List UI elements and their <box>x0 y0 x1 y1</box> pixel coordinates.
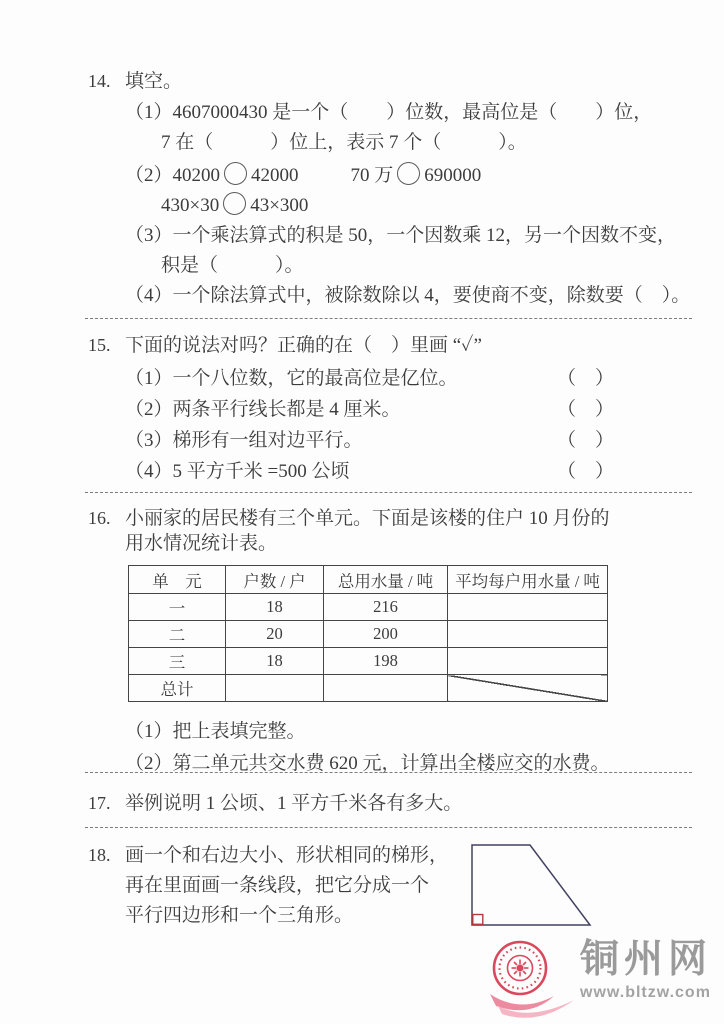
unit-cell: 一 <box>129 594 226 621</box>
unit-cell: 二 <box>129 621 226 648</box>
q14-item1-line1: （1）4607000430 是一个（ ）位数，最高位是（ ）位， <box>125 102 653 123</box>
true-false-row <box>125 456 614 487</box>
water-usage-table <box>128 565 608 702</box>
section-divider <box>85 492 692 493</box>
question-14-items <box>125 98 702 311</box>
crossed-out-cell <box>448 675 608 702</box>
statement: （3）梯形有一组对边平行。 <box>125 430 363 451</box>
q14-item2-right-a: 70 万 <box>350 165 394 186</box>
question-number: 14. <box>88 71 111 91</box>
section-divider <box>85 772 692 773</box>
total-water-cell: 198 <box>324 648 448 675</box>
site-name: 铜州网 <box>580 938 713 981</box>
question-15-title <box>88 330 614 357</box>
q14-item2-line2 <box>161 191 702 221</box>
households-cell: 18 <box>226 648 324 675</box>
column-header: 单 元 <box>129 566 226 594</box>
question-number: 15. <box>88 335 111 355</box>
question-15 <box>88 330 614 487</box>
question-18-line3: 平行四边形和一个三角形。 <box>125 905 354 926</box>
comparison-circle <box>223 192 246 215</box>
q14-item4: （4）一个除法算式中，被除数除以 4，要使商不变，除数要（ ）。 <box>125 285 691 306</box>
q14-item2-line1 <box>125 161 702 191</box>
total-water-cell: 216 <box>324 594 448 621</box>
q14-item3-line1: （3）一个乘法算式的积是 50，一个因数乘 12，另一个因数不变， <box>125 225 677 246</box>
comparison-circle <box>397 162 420 185</box>
table-row <box>129 594 608 621</box>
section-divider <box>85 827 692 828</box>
table-header-row <box>129 566 608 594</box>
households-cell: 18 <box>226 594 324 621</box>
q14-item2c-left: 430×30 <box>161 195 220 216</box>
column-header: 总用水量 / 吨 <box>324 566 448 594</box>
unit-cell: 总计 <box>129 675 226 702</box>
households-cell <box>226 675 324 702</box>
true-false-row <box>125 363 614 394</box>
trapezoid-figure <box>468 838 596 935</box>
q14-item2-left-a: （2）40200 <box>125 165 221 186</box>
question-17-title <box>88 788 702 815</box>
intro-line-2: 用水情况统计表。 <box>125 533 278 554</box>
question-title: 举例说明 1 公顷、1 平方千米各有多大。 <box>125 793 463 814</box>
q14-item2-left-b: 42000 <box>251 165 299 186</box>
question-16-title <box>88 503 702 530</box>
comparison-circle <box>224 162 247 185</box>
question-number: 17. <box>88 793 111 813</box>
question-text: 画一个和右边大小、形状相同的梯形， <box>125 845 449 866</box>
question-number: 16. <box>88 508 111 528</box>
site-url: www.bltzw.com <box>580 984 711 1001</box>
q14-item1-line2: 7 在（ ）位上，表示 7 个（ ）。 <box>161 132 527 153</box>
q14-item2c-right: 43×300 <box>250 195 309 216</box>
avg-water-cell <box>448 648 608 675</box>
statement: （2）两条平行线长都是 4 厘米。 <box>125 399 401 420</box>
question-title: 下面的说法对吗？正确的在（ ）里画 “✓” <box>125 335 482 356</box>
right-angle-mark <box>473 915 483 925</box>
total-water-cell: 200 <box>324 621 448 648</box>
trapezoid-outline <box>472 845 590 925</box>
watermark <box>486 938 718 1020</box>
question-14 <box>88 66 702 311</box>
answer-blank: （ ） <box>556 430 614 451</box>
table-row <box>129 621 608 648</box>
q14-item2-right-b: 690000 <box>424 165 482 186</box>
question-title: 填空。 <box>125 71 183 92</box>
question-18-line1 <box>88 841 488 871</box>
column-header: 户数 / 户 <box>226 566 324 594</box>
question-15-items <box>125 363 614 487</box>
answer-blank: （ ） <box>556 368 614 389</box>
total-water-cell <box>324 675 448 702</box>
question-number: 18. <box>88 845 111 865</box>
seal-logo-icon <box>486 938 578 1020</box>
q16-sub2: （2）第二单元共交水费 620 元，计算出全楼应交的水费。 <box>125 753 610 774</box>
avg-water-cell <box>448 621 608 648</box>
households-cell: 20 <box>226 621 324 648</box>
table-row <box>129 648 608 675</box>
avg-water-cell <box>448 594 608 621</box>
answer-blank: （ ） <box>556 461 614 482</box>
statement: （1）一个八位数，它的最高位是亿位。 <box>125 368 458 389</box>
question-16 <box>88 503 702 780</box>
true-false-row <box>125 394 614 425</box>
section-divider <box>85 318 692 319</box>
trapezoid-svg <box>468 838 596 930</box>
true-false-row <box>125 425 614 456</box>
column-header: 平均每户用水量 / 吨 <box>448 566 608 594</box>
question-14-title <box>88 66 702 93</box>
intro-line-1: 小丽家的居民楼有三个单元。下面是该楼的住户 10 月份的 <box>125 508 610 529</box>
question-18 <box>88 841 488 931</box>
unit-cell: 三 <box>129 648 226 675</box>
q14-item3-line2: 积是（ ）。 <box>161 255 304 276</box>
question-17 <box>88 788 702 815</box>
q16-sub1: （1）把上表填完整。 <box>125 721 306 742</box>
statement: （4）5 平方千米 =500 公顷 <box>125 461 350 482</box>
table-total-row <box>129 675 608 702</box>
watermark-text <box>580 938 712 1002</box>
question-18-line2: 再在里面画一条线段，把它分成一个 <box>125 875 430 896</box>
answer-blank: （ ） <box>556 399 614 420</box>
